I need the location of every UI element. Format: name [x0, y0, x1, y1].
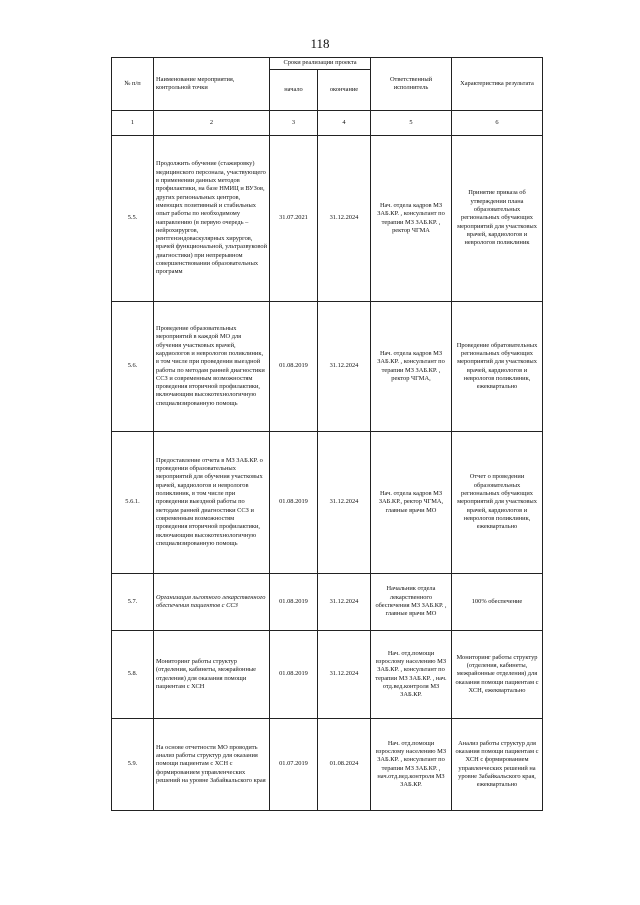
result-description: 100% обеспечение: [452, 574, 543, 631]
responsible-executor: Нач. отдела кадров МЗ ЗАБ.КР. , консультант по терапии МЗ ЗАБ.КР. , ректор ЧГМА,: [371, 302, 452, 432]
column-number: 4: [318, 111, 371, 136]
start-date: 01.08.2019: [270, 574, 318, 631]
table-row: [112, 719, 543, 811]
event-name: Проведение образовательных мероприятий в каждой МО для обучения участковых врачей, кардиологов и неврологов поликлиник, в том числе при проведении выездной работы по методам ранней диагностики ССЗ и современным возможностям проведения вторичной профилактики, включающим высокотехнологичную специализированную помощь: [154, 302, 270, 432]
event-name: Организация льготного лекарственного обеспечения пациентов с ССЗ: [154, 574, 270, 631]
result-description: Принятие приказа об утверждении плана образовательных региональных обучающих мероприятий для участковых врачей, кардиологов и неврологов поликлиник: [452, 136, 543, 302]
header-project-period: Сроки реализации проекта: [270, 58, 371, 70]
column-number-row: [112, 111, 543, 136]
responsible-executor: Нач. отд.помощи взрослому населению МЗ ЗАБ.КР. , консультант по терапии МЗ ЗАБ.КР. , нач. отд.вед.контроля МЗ ЗАБ.КР.: [371, 631, 452, 719]
header-start: начало: [270, 70, 318, 111]
responsible-executor: Нач. отдела кадров МЗ ЗАБ.КР. , консультант по терапии МЗ ЗАБ.КР. , ректор ЧГМА: [371, 136, 452, 302]
row-number: 5.6.1.: [112, 432, 154, 574]
header-result: Характеристика результата: [452, 58, 543, 111]
end-date: 31.12.2024: [318, 574, 371, 631]
row-number: 5.6.: [112, 302, 154, 432]
start-date: 01.08.2019: [270, 432, 318, 574]
start-date: 31.07.2021: [270, 136, 318, 302]
event-name: Предоставление отчета в МЗ ЗАБ.КР. о проведении образовательных мероприятий для обучения участковых врачей, кардиологов и неврологов поликлиник, в том числе при проведении выездной работы по методам ранней диагностики ССЗ и современным возможностям проведения вторичной профилактики, включающим высокотехнологичную специализированную помощь: [154, 432, 270, 574]
row-number: 5.8.: [112, 631, 154, 719]
start-date: 01.07.2019: [270, 719, 318, 811]
project-plan-table: [111, 57, 543, 811]
row-number: 5.5.: [112, 136, 154, 302]
result-description: Отчет о проведении образовательных региональных обучающих мероприятий для участковых врачей, кардиологов и неврологов поликлиник, ежеквартально: [452, 432, 543, 574]
start-date: 01.08.2019: [270, 631, 318, 719]
table-row: [112, 136, 543, 302]
row-number: 5.7.: [112, 574, 154, 631]
table-row: [112, 432, 543, 574]
end-date: 31.12.2024: [318, 631, 371, 719]
responsible-executor: Нач. отд.помощи взрослому населению МЗ ЗАБ.КР. , консультант по терапии МЗ ЗАБ.КР. , нач.отд.вед.контроля МЗ ЗАБ.КР.: [371, 719, 452, 811]
responsible-executor: Нач. отдела кадров МЗ ЗАБ.КР., ректор ЧГМА, главные врачи МО: [371, 432, 452, 574]
event-name: Мониторинг работы структур (отделения, кабинеты, межрайонные отделения) для оказания помощи пациентам с ХСН: [154, 631, 270, 719]
table-row: [112, 574, 543, 631]
column-number: 1: [112, 111, 154, 136]
header-event-name: Наименование мероприятия, контрольной точки: [154, 58, 270, 111]
event-name: Продолжить обучение (стажировку) медицинского персонала, участвующего в применении данных методов профилактики, на базе НМИЦ и ВУЗов, других региональных центров, имеющих позитивный и стабильных опыт работы по необходимому направлению (в первую очередь – нейрохирургов, рентгенэндоваскулярных хирургов, врачей функциональной, ультразвуковой диагностики) при непрерывном совершенствовании образовательных программ: [154, 136, 270, 302]
page-number: 118: [310, 36, 330, 51]
responsible-executor: Начальник отдела лекарственного обеспечения МЗ ЗАБ.КР. , главные врачи МО: [371, 574, 452, 631]
end-date: 01.08.2024: [318, 719, 371, 811]
result-description: Проведение обратовательных региональных обучающих мероприятий для участковых врачей, кардиологов и неврологов поликлиник, ежеквартально: [452, 302, 543, 432]
column-number: 5: [371, 111, 452, 136]
header-number: № п/п: [112, 58, 154, 111]
start-date: 01.08.2019: [270, 302, 318, 432]
header-end: окончание: [318, 70, 371, 111]
table-row: [112, 302, 543, 432]
end-date: 31.12.2024: [318, 136, 371, 302]
column-number: 2: [154, 111, 270, 136]
result-description: Анализ работы структур для оказания помощи пациентам с ХСН с формированием управленческих решений на уровне Забайкальского края, ежеквартально: [452, 719, 543, 811]
end-date: 31.12.2024: [318, 302, 371, 432]
header-responsible: Ответственный исполнитель: [371, 58, 452, 111]
column-number: 6: [452, 111, 543, 136]
column-number: 3: [270, 111, 318, 136]
table-row: [112, 631, 543, 719]
event-name: На основе отчетности МО проводить анализ работы структур для оказания помощи пациентам с ХСН с формированием управленческих решений на уровне Забайкальского края: [154, 719, 270, 811]
row-number: 5.9.: [112, 719, 154, 811]
result-description: Мониторинг работы структур (отделения, кабинеты, межрайонные отделения) для оказания помощи пациентам с ХСН, ежеквартально: [452, 631, 543, 719]
end-date: 31.12.2024: [318, 432, 371, 574]
